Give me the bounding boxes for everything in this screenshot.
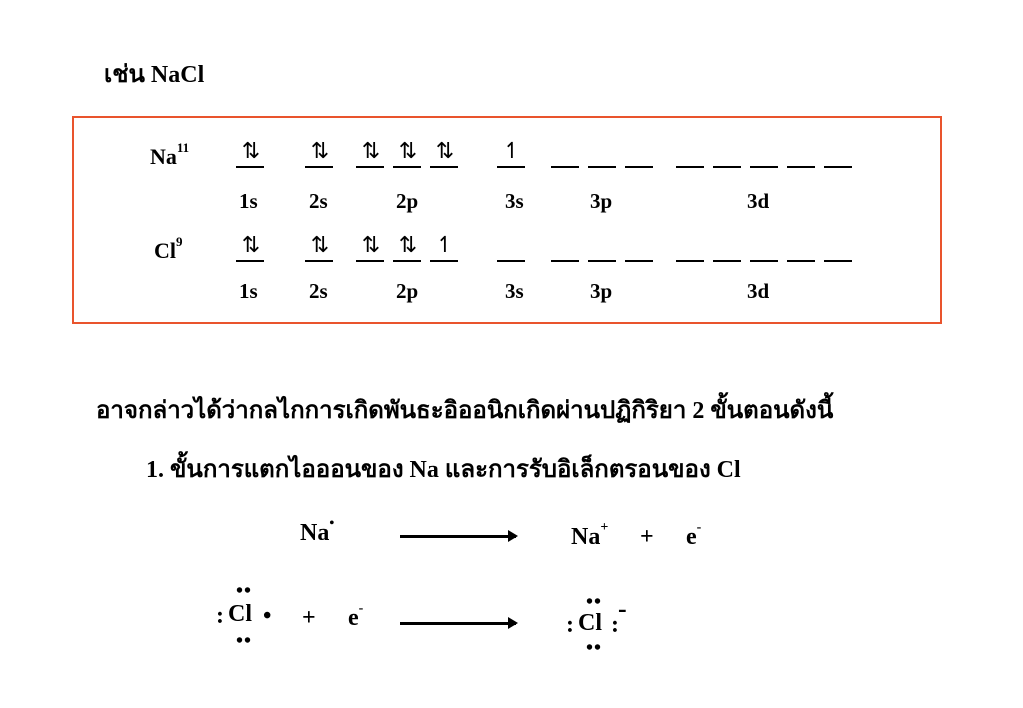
cl-3p-orbital bbox=[551, 232, 579, 262]
na-3d-orbital bbox=[676, 138, 704, 168]
na-1s-orbital: ⇅ bbox=[236, 138, 264, 168]
na-2p-orbital: ⇅ bbox=[430, 138, 458, 168]
na-label-2s: 2s bbox=[309, 189, 328, 213]
cl-label-3s: 3s bbox=[505, 279, 524, 303]
cl-3d-orbital bbox=[713, 232, 741, 262]
na-3d-orbital bbox=[713, 138, 741, 168]
cl-3d-orbital bbox=[824, 232, 852, 262]
cl-2p-orbital: ⇅ bbox=[393, 232, 421, 262]
na-3d-orbital bbox=[824, 138, 852, 168]
na-label-3p: 3p bbox=[590, 189, 613, 213]
na-2p-orbital: ⇅ bbox=[356, 138, 384, 168]
cl-3p-orbital bbox=[625, 232, 653, 262]
cl-symbol: Cl$^9$ bbox=[154, 234, 183, 263]
na-symbol: Na$^{11}$ bbox=[150, 140, 190, 169]
lone-pair-colon: : bbox=[566, 612, 574, 638]
na-3p-orbital bbox=[588, 138, 616, 168]
lone-pair-colon: : bbox=[611, 612, 619, 638]
reaction-arrow-2 bbox=[400, 622, 516, 625]
lone-pair-dots: •• bbox=[236, 630, 253, 652]
mechanism-paragraph: อาจกล่าวได้ว่ากลไกการเกิดพันธะอิออนิกเกิดผ่านปฏิกิริยา 2 ขั้นตอนดังนี้ bbox=[96, 398, 834, 424]
lone-pair-dots: •• bbox=[586, 591, 603, 613]
eq2-reactant: Cl bbox=[228, 601, 252, 627]
eq2-electron: e- bbox=[348, 601, 364, 631]
cl-label-1s: 1s bbox=[239, 279, 258, 303]
cl-label-2p: 2p bbox=[396, 279, 419, 303]
na-2p-orbital: ⇅ bbox=[393, 138, 421, 168]
eq1-electron: e- bbox=[686, 520, 702, 550]
eq1-product-ion: Na+ bbox=[571, 520, 609, 550]
na-3p-orbital bbox=[625, 138, 653, 168]
chloride-charge: - bbox=[618, 594, 627, 623]
step-1-text: 1. ขั้นการแตกไอออนของ Na และการรับอิเล็กตรอนของ Cl bbox=[146, 457, 741, 483]
na-3p-orbital bbox=[551, 138, 579, 168]
cl-3d-orbital bbox=[676, 232, 704, 262]
eq1-reactant: Na• bbox=[300, 516, 335, 546]
slide-heading: เช่น NaCl bbox=[104, 62, 205, 88]
eq2-product-ion: Cl bbox=[578, 610, 602, 636]
cl-label-3d: 3d bbox=[747, 279, 770, 303]
na-label-2p: 2p bbox=[396, 189, 419, 213]
cl-label-3p: 3p bbox=[590, 279, 613, 303]
na-label-3s: 3s bbox=[505, 189, 524, 213]
eq1-plus: + bbox=[640, 524, 654, 550]
cl-2p-orbital: ↿ bbox=[430, 232, 458, 262]
eq2-plus: + bbox=[302, 605, 316, 631]
na-3d-orbital bbox=[750, 138, 778, 168]
radical-dot: • bbox=[263, 603, 272, 629]
na-3s-orbital: ↿ bbox=[497, 138, 525, 168]
reaction-arrow-1 bbox=[400, 535, 516, 538]
cl-label-2s: 2s bbox=[309, 279, 328, 303]
na-label-3d: 3d bbox=[747, 189, 770, 213]
lone-pair-colon: : bbox=[216, 603, 224, 629]
na-label-1s: 1s bbox=[239, 189, 258, 213]
cl-2s-orbital: ⇅ bbox=[305, 232, 333, 262]
cl-1s-orbital: ⇅ bbox=[236, 232, 264, 262]
cl-3s-orbital bbox=[497, 232, 525, 262]
cl-2p-orbital: ⇅ bbox=[356, 232, 384, 262]
na-2s-orbital: ⇅ bbox=[305, 138, 333, 168]
lone-pair-dots: •• bbox=[586, 637, 603, 659]
cl-3d-orbital bbox=[750, 232, 778, 262]
cl-3p-orbital bbox=[588, 232, 616, 262]
lone-pair-dots: •• bbox=[236, 580, 253, 602]
na-3d-orbital bbox=[787, 138, 815, 168]
radical-dot: • bbox=[329, 516, 335, 531]
cl-3d-orbital bbox=[787, 232, 815, 262]
